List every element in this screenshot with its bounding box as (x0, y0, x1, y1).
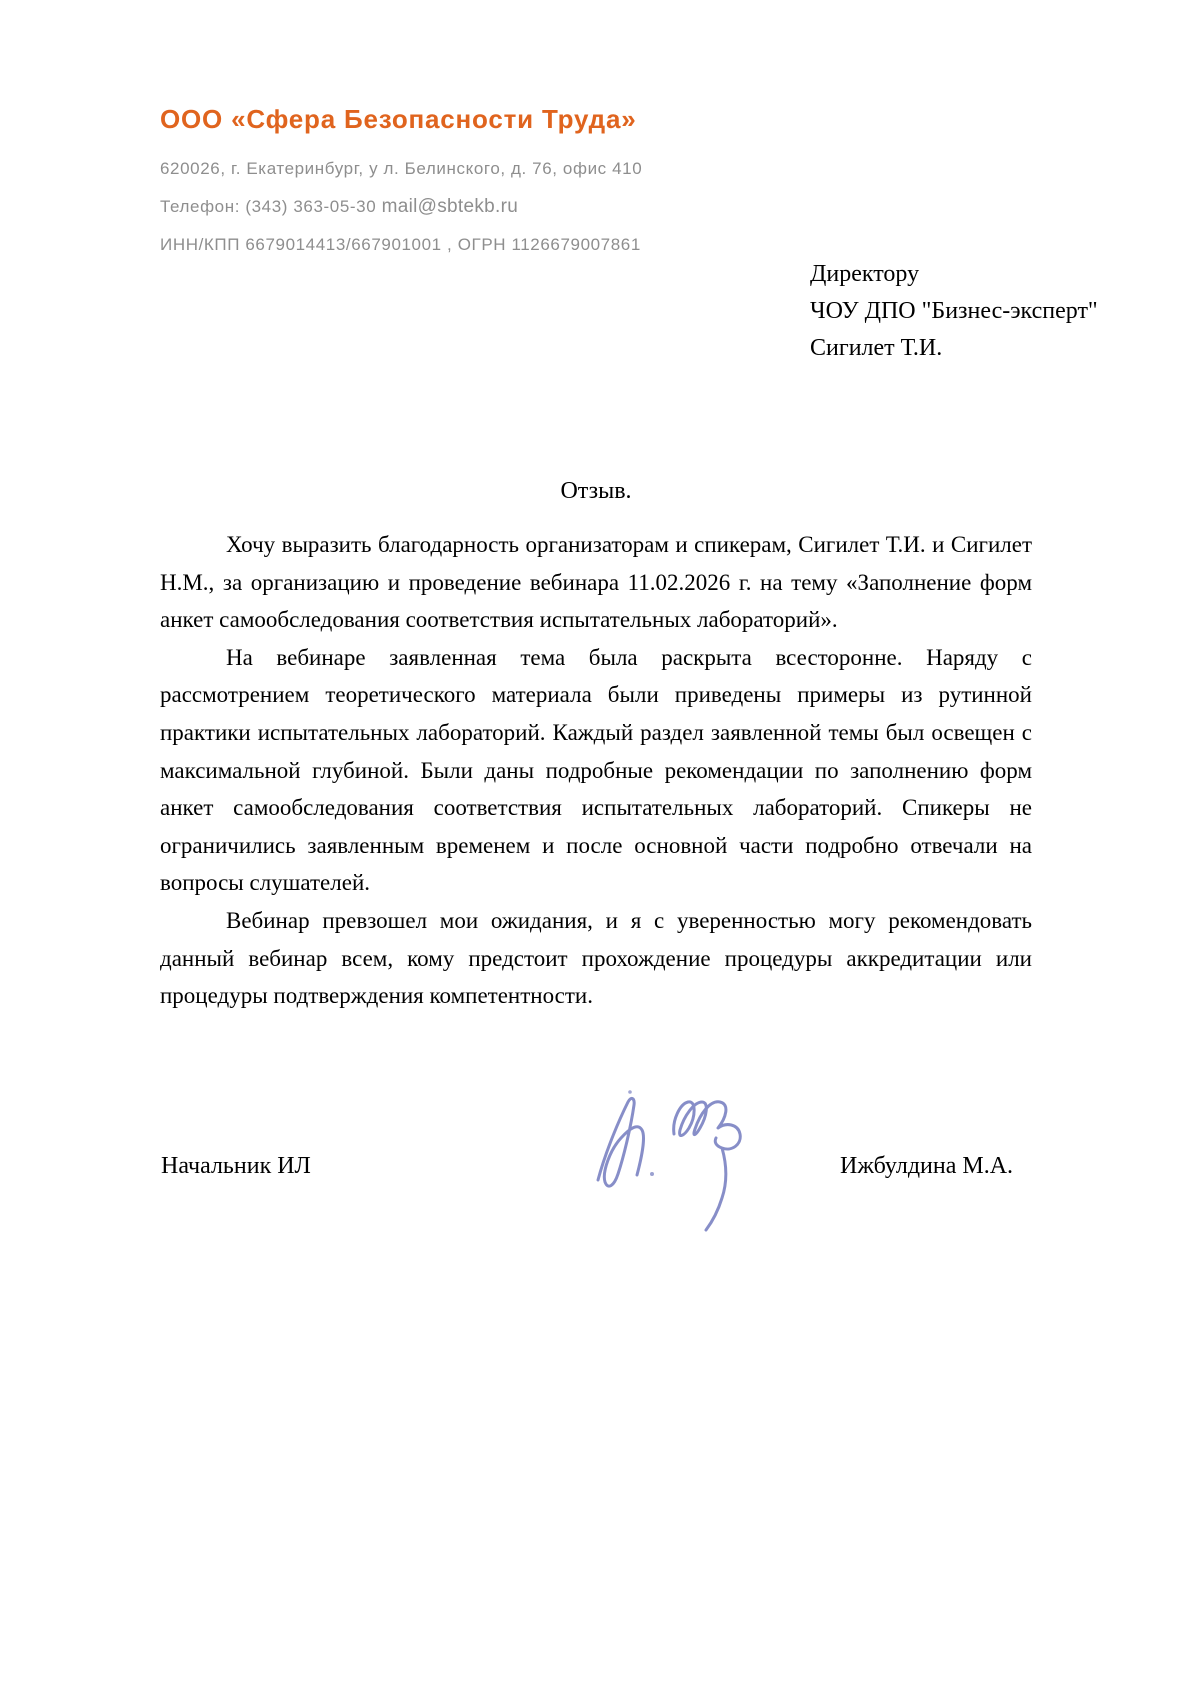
signature-dot-top (628, 1090, 632, 1094)
addressee-block (810, 256, 1098, 367)
document-title: Отзыв. (560, 478, 632, 504)
body-paragraph: На вебинаре заявленная тема была раскрыта всесторонне. Наряду с рассмотрением теоретического материала были приведены примеры из рутинной практики испытательных лабораторий. Каждый раздел заявленной темы был освещен с максимальной глубиной. Были даны подробные рекомендации по заполнению форм анкет самообследования соответствия испытательных лабораторий. Спикеры не ограничились заявленным временем и после основной части подробно отвечали на вопросы слушателей. (160, 644, 1032, 896)
company-phone-line (160, 196, 800, 218)
body-paragraph: Хочу выразить благодарность организаторам и спикерам, Сигилет Т.И. и Сигилет Н.М., за организацию и проведение вебинара 11.02.2026 г. на тему «Заполнение форм анкет самообследования соответствия испытательных лабораторий». (160, 532, 1032, 633)
signer-position: Начальник ИЛ (161, 1153, 311, 1179)
body-paragraph: Вебинар превзошел мои ожидания, и я с уверенностью могу рекомендовать данный вебинар всем, кому предстоит прохождение процедуры аккредитации или процедуры подтверждения компетентности. (160, 907, 1032, 1009)
signer-name: Ижбулдина М.А. (840, 1153, 1014, 1179)
company-address: 620026, г. Екатеринбург, у л. Белинского, д. 76, офис 410 (160, 159, 643, 178)
signature-dot (650, 1172, 654, 1176)
document-body (160, 526, 1032, 1015)
company-email: mail@sbtekb.ru (381, 196, 519, 217)
company-requisites: ИНН/КПП 6679014413/667901001 , ОГРН 1126679007861 (160, 235, 641, 254)
addressee-line-role: Директору (810, 261, 920, 287)
addressee-line-organization: ЧОУ ДПО "Бизнес-эксперт" (810, 298, 1098, 324)
signature-stroke-shch (674, 1102, 741, 1230)
letterhead (160, 104, 800, 255)
company-phone: Телефон: (343) 363-05-30 (160, 197, 377, 216)
company-name: ООО «Сфера Безопасности Труда» (160, 104, 637, 134)
handwritten-signature (568, 1022, 778, 1234)
signature-stroke-m (598, 1098, 643, 1186)
addressee-line-person: Сигилет Т.И. (810, 335, 943, 361)
